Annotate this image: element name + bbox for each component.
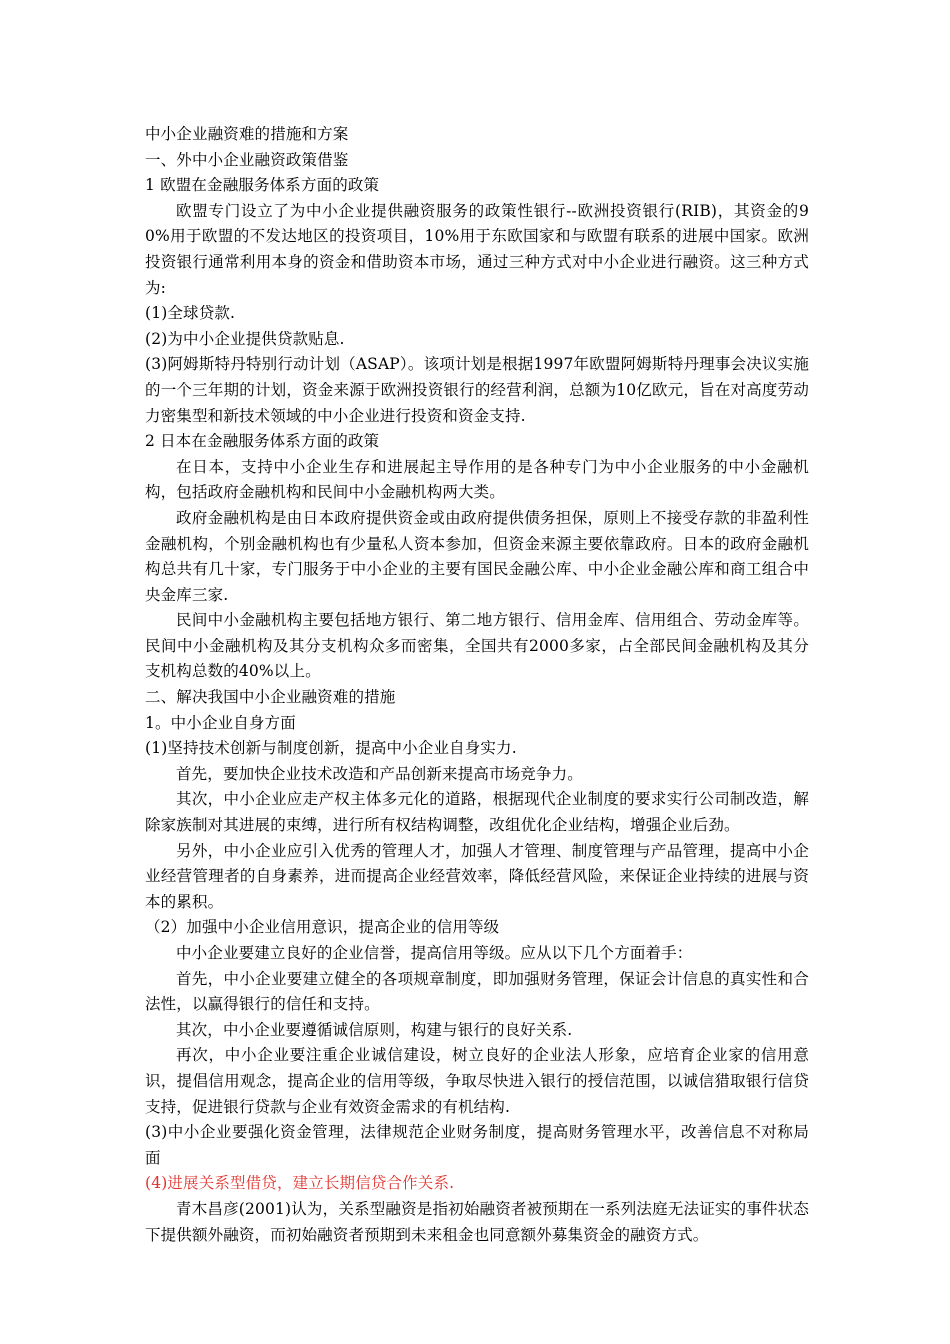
paragraph: 其次，中小企业应走产权主体多元化的道路，根据现代企业制度的要求实行公司制改造，解除家族制对其进展的束缚，进行所有权结构调整，改组优化企业结构，增强企业后劲。	[145, 790, 809, 835]
paragraph: 首先，中小企业要建立健全的各项规章制度，即加强财务管理，保证会计信息的真实性和合法性，以赢得银行的信任和支持。	[145, 969, 809, 1014]
section-heading: （2）加强中小企业信用意识，提高企业的信用等级	[145, 918, 500, 937]
highlighted-heading: (4)进展关系型借贷，建立长期信贷合作关系.	[145, 1174, 455, 1193]
paragraph: 民间中小金融机构主要包括地方银行、第二地方银行、信用金库、信用组合、劳动金库等。民间中小金融机构及其分支机构众多而密集，全国共有2000多家，占全部民间金融机构及其分支机构总数的40%以上。	[145, 611, 809, 681]
section-heading: 1。中小企业自身方面	[145, 713, 296, 732]
paragraph: 在日本，支持中小企业生存和进展起主导作用的是各种专门为中小企业服务的中小金融机构，包括政府金融机构和民间中小金融机构两大类。	[145, 457, 809, 502]
document-page	[145, 122, 809, 1248]
section-heading: 2 日本在金融服务体系方面的政策	[145, 432, 380, 451]
section-heading: (2)为中小企业提供贷款贴息.	[145, 329, 345, 348]
section-heading: 一、外中小企业融资政策借鉴	[145, 150, 349, 169]
paragraph: 欧盟专门设立了为中小企业提供融资服务的政策性银行--欧洲投资银行(RIB)，其资金的90%用于欧盟的不发达地区的投资项目，10%用于东欧国家和与欧盟有联系的进展中国家。欧洲投资银行通常利用本身的资金和借助资本市场，通过三种方式对中小企业进行融资。这三种方式为:	[145, 201, 809, 297]
section-heading: (1)坚持技术创新与制度创新，提高中小企业自身实力.	[145, 739, 517, 758]
paragraph: 中小企业要建立良好的企业信誉，提高信用等级。应从以下几个方面着手：	[176, 944, 693, 962]
paragraph: (3)中小企业要强化资金管理，法律规范企业财务制度，提高财务管理水平，改善信息不对称局面	[145, 1123, 809, 1167]
section-heading: (1)全球贷款.	[145, 304, 236, 323]
paragraph: 政府金融机构是由日本政府提供资金或由政府提供债务担保，原则上不接受存款的非盈利性金融机构，个别金融机构也有少量私人资本参加，但资金来源主要依靠政府。日本的政府金融机构总共有几十家，专门服务于中小企业的主要有国民金融公库、中小企业金融公库和商工组合中央金库三家.	[145, 508, 809, 604]
paragraph: 其次，中小企业要遵循诚信原则，构建与银行的良好关系.	[176, 1020, 573, 1039]
paragraph: 再次，中小企业要注重企业诚信建设，树立良好的企业法人形象，应培育企业家的信用意识，提倡信用观念，提高企业的信用等级，争取尽快进入银行的授信范围，以诚信猎取银行信贷支持，促进银行贷款与企业有效资金需求的有机结构.	[145, 1046, 809, 1116]
paragraph: 青木昌彦(2001)认为，关系型融资是指初始融资者被预期在一系列法庭无法证实的事件状态下提供额外融资，而初始融资者预期到未来租金也同意额外募集资金的融资方式。	[145, 1199, 809, 1244]
paragraph: 另外，中小企业应引入优秀的管理人才，加强人才管理、制度管理与产品管理，提高中小企业经营管理者的自身素养，进而提高企业经营效率，降低经营风险，来保证企业持续的进展与资本的累积。	[145, 841, 809, 911]
paragraph: (3)阿姆斯特丹特别行动计划（ASAP）。该项计划是根据1997年欧盟阿姆斯特丹理事会决议实施的一个三年期的计划，资金来源于欧洲投资银行的经营利润，总额为10亿欧元，旨在对高度劳动力密集型和新技术领域的中小企业进行投资和资金支持.	[145, 355, 809, 425]
document-body	[145, 148, 809, 1249]
section-heading: 1 欧盟在金融服务体系方面的政策	[145, 176, 380, 195]
paragraph: 首先，要加快企业技术改造和产品创新来提高市场竞争力。	[176, 764, 583, 783]
section-heading: 二、解决我国中小企业融资难的措施	[145, 688, 396, 707]
document-title: 中小企业融资难的措施和方案	[145, 125, 349, 143]
